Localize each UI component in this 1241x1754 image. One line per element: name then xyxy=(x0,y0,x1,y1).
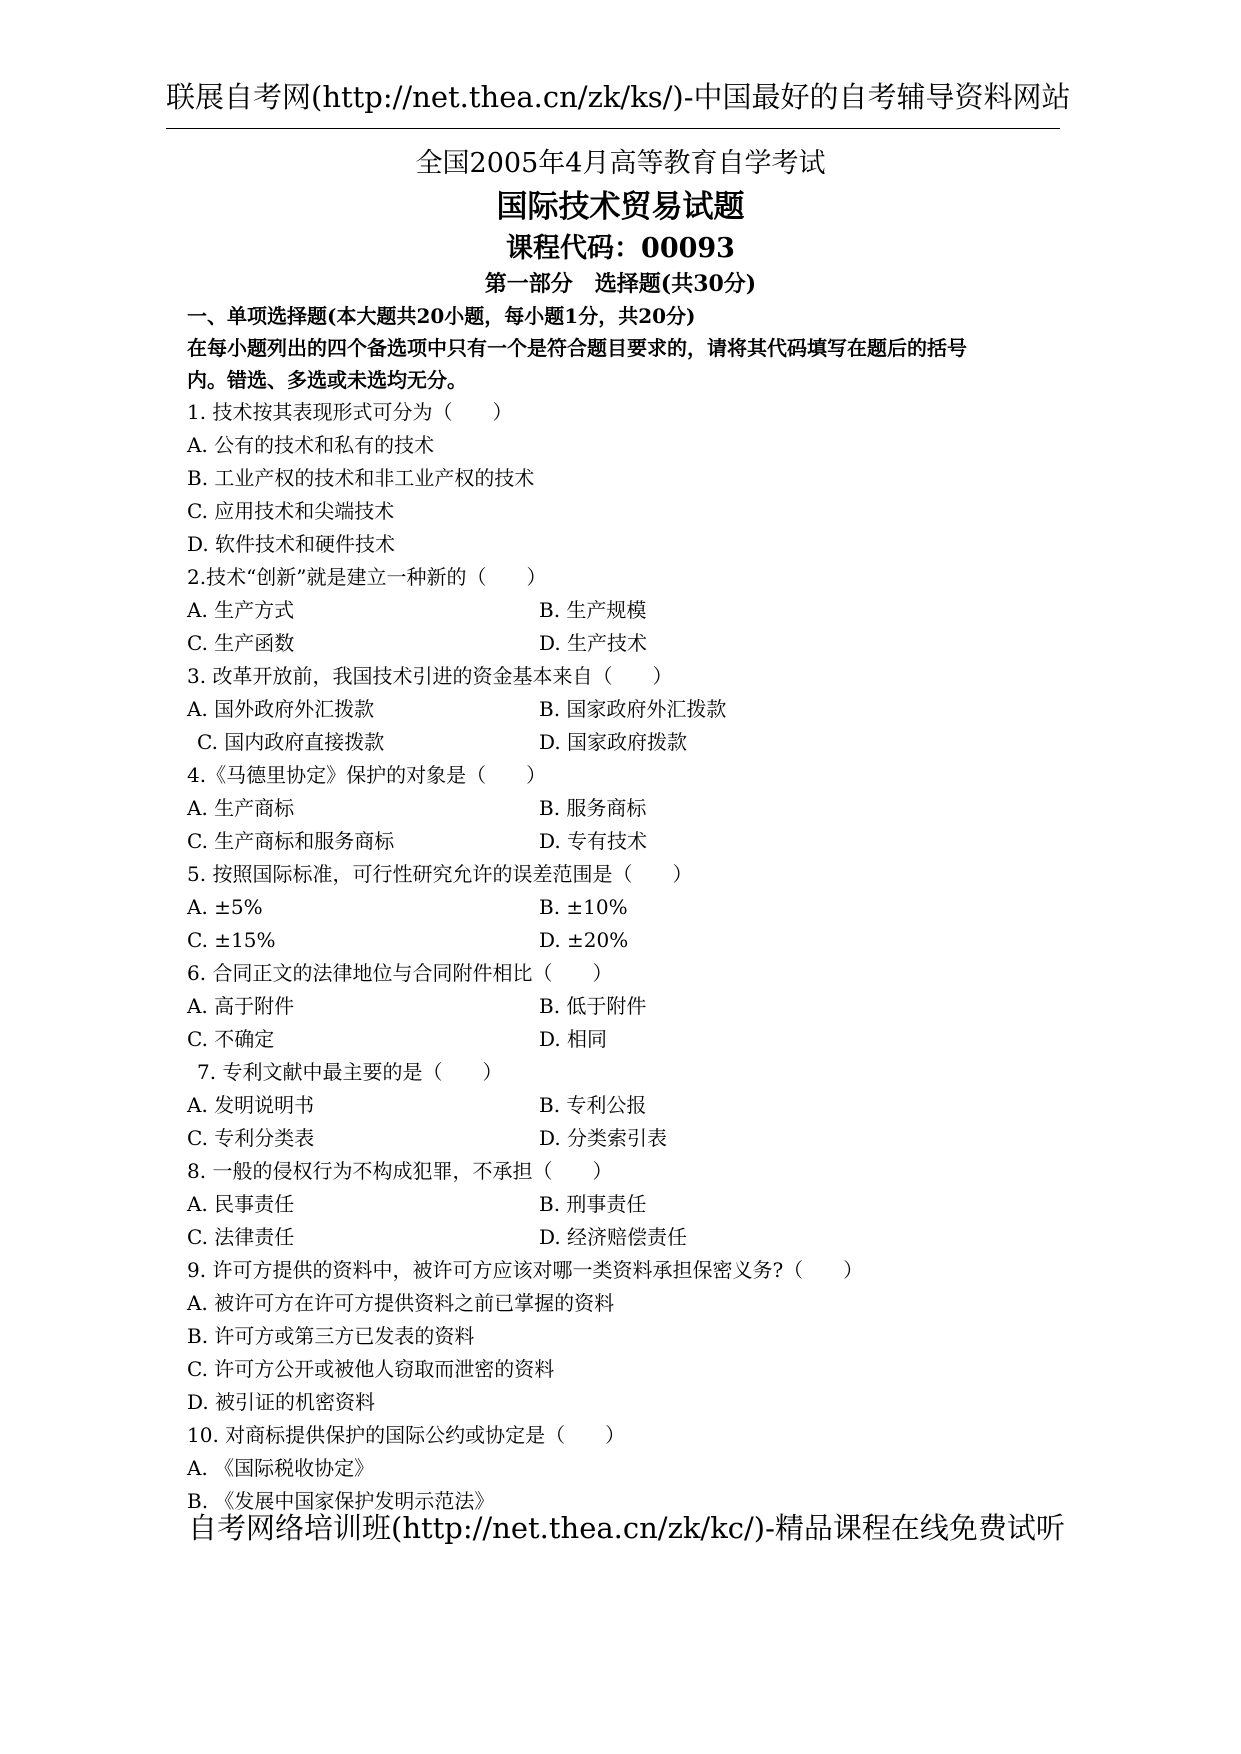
option-row xyxy=(187,627,1067,660)
question-3: 3. 改革开放前，我国技术引进的资金基本来自（ ） xyxy=(187,664,673,688)
option-b: B. 工业产权的技术和非工业产权的技术 xyxy=(187,466,535,490)
option-b: B. 生产规模 xyxy=(539,598,647,622)
option-a: A. 高于附件 xyxy=(187,994,295,1018)
question-9: 9. 许可方提供的资料中，被许可方应该对哪一类资料承担保密义务?（ ） xyxy=(187,1258,864,1282)
part-title: 第一部分 选择题(共30分) xyxy=(484,271,757,297)
option-c: C. ±15% xyxy=(187,928,276,952)
option-row xyxy=(187,1023,1067,1056)
option-row xyxy=(187,1122,1067,1155)
option-a: A. 《国际税收协定》 xyxy=(187,1456,375,1480)
option-row xyxy=(187,1188,1067,1221)
question-2: 2.技术“创新”就是建立一种新的（ ） xyxy=(187,565,547,589)
option-c: C. 国内政府直接拨款 xyxy=(197,730,385,754)
option-a: A. 国外政府外汇拨款 xyxy=(187,697,375,721)
option-b: B. 刑事责任 xyxy=(539,1192,647,1216)
question-7: 7. 专利文献中最主要的是（ ） xyxy=(197,1060,503,1084)
instruction-line: 内。错选、多选或未选均无分。 xyxy=(187,368,467,392)
option-b: B. 《发展中国家保护发明示范法》 xyxy=(187,1489,495,1513)
option-a: A. 生产方式 xyxy=(187,598,295,622)
question-6: 6. 合同正文的法律地位与合同附件相比（ ） xyxy=(187,961,613,985)
option-row xyxy=(187,792,1067,825)
option-d: D. 被引证的机密资料 xyxy=(187,1390,376,1414)
course-code: 课程代码：00093 xyxy=(506,233,735,264)
question-10: 10. 对商标提供保护的国际公约或协定是（ ） xyxy=(187,1423,626,1447)
option-row xyxy=(187,990,1067,1023)
option-a: A. 发明说明书 xyxy=(187,1093,315,1117)
question-list xyxy=(187,300,1067,1518)
option-row xyxy=(187,693,1067,726)
option-c: C. 法律责任 xyxy=(187,1225,295,1249)
option-b: B. ±10% xyxy=(539,895,628,919)
option-c: C. 生产商标和服务商标 xyxy=(187,829,395,853)
option-c: C. 不确定 xyxy=(187,1027,275,1051)
page-header: 联展自考网(http://net.thea.cn/zk/ks/)-中国最好的自考辅导资料网站 xyxy=(166,80,1071,114)
option-b: B. 低于附件 xyxy=(539,994,647,1018)
exam-title: 全国2005年4月高等教育自学考试 xyxy=(415,148,826,179)
option-row xyxy=(187,1089,1067,1122)
option-row xyxy=(187,726,1067,759)
option-b: B. 专利公报 xyxy=(539,1093,647,1117)
option-d: D. 相同 xyxy=(539,1027,608,1051)
question-5: 5. 按照国际标准，可行性研究允许的误差范围是（ ） xyxy=(187,862,693,886)
option-d: D. 生产技术 xyxy=(539,631,648,655)
question-8: 8. 一般的侵权行为不构成犯罪，不承担（ ） xyxy=(187,1159,613,1183)
section-title: 一、单项选择题(本大题共20小题，每小题1分，共20分) xyxy=(187,304,696,328)
option-b: B. 许可方或第三方已发表的资料 xyxy=(187,1324,475,1348)
page-footer: 自考网络培训班(http://net.thea.cn/zk/kc/)-精品课程在线免费试听 xyxy=(188,1511,1065,1545)
option-d: D. 软件技术和硬件技术 xyxy=(187,532,396,556)
header-divider xyxy=(166,128,1060,129)
question-4: 4.《马德里协定》保护的对象是（ ） xyxy=(187,763,547,787)
option-row xyxy=(187,891,1067,924)
option-d: D. 国家政府拨款 xyxy=(539,730,688,754)
option-a: A. 民事责任 xyxy=(187,1192,295,1216)
option-c: C. 许可方公开或被他人窃取而泄密的资料 xyxy=(187,1357,555,1381)
paper-title: 国际技术贸易试题 xyxy=(496,189,745,225)
option-d: D. 专有技术 xyxy=(539,829,648,853)
option-a: A. 被许可方在许可方提供资料之前已掌握的资料 xyxy=(187,1291,615,1315)
option-row xyxy=(187,825,1067,858)
option-c: C. 生产函数 xyxy=(187,631,295,655)
option-d: D. ±20% xyxy=(539,928,629,952)
option-a: A. ±5% xyxy=(187,895,263,919)
instruction-line: 在每小题列出的四个备选项中只有一个是符合题目要求的，请将其代码填写在题后的括号 xyxy=(187,336,967,360)
option-b: B. 服务商标 xyxy=(539,796,647,820)
option-c: C. 专利分类表 xyxy=(187,1126,315,1150)
option-row xyxy=(187,594,1067,627)
option-b: B. 国家政府外汇拨款 xyxy=(539,697,727,721)
option-c: C. 应用技术和尖端技术 xyxy=(187,499,395,523)
option-row xyxy=(187,1221,1067,1254)
option-d: D. 经济赔偿责任 xyxy=(539,1225,688,1249)
option-a: A. 公有的技术和私有的技术 xyxy=(187,433,435,457)
option-d: D. 分类索引表 xyxy=(539,1126,668,1150)
option-row xyxy=(187,924,1067,957)
question-1: 1. 技术按其表现形式可分为（ ） xyxy=(187,400,513,424)
option-a: A. 生产商标 xyxy=(187,796,295,820)
